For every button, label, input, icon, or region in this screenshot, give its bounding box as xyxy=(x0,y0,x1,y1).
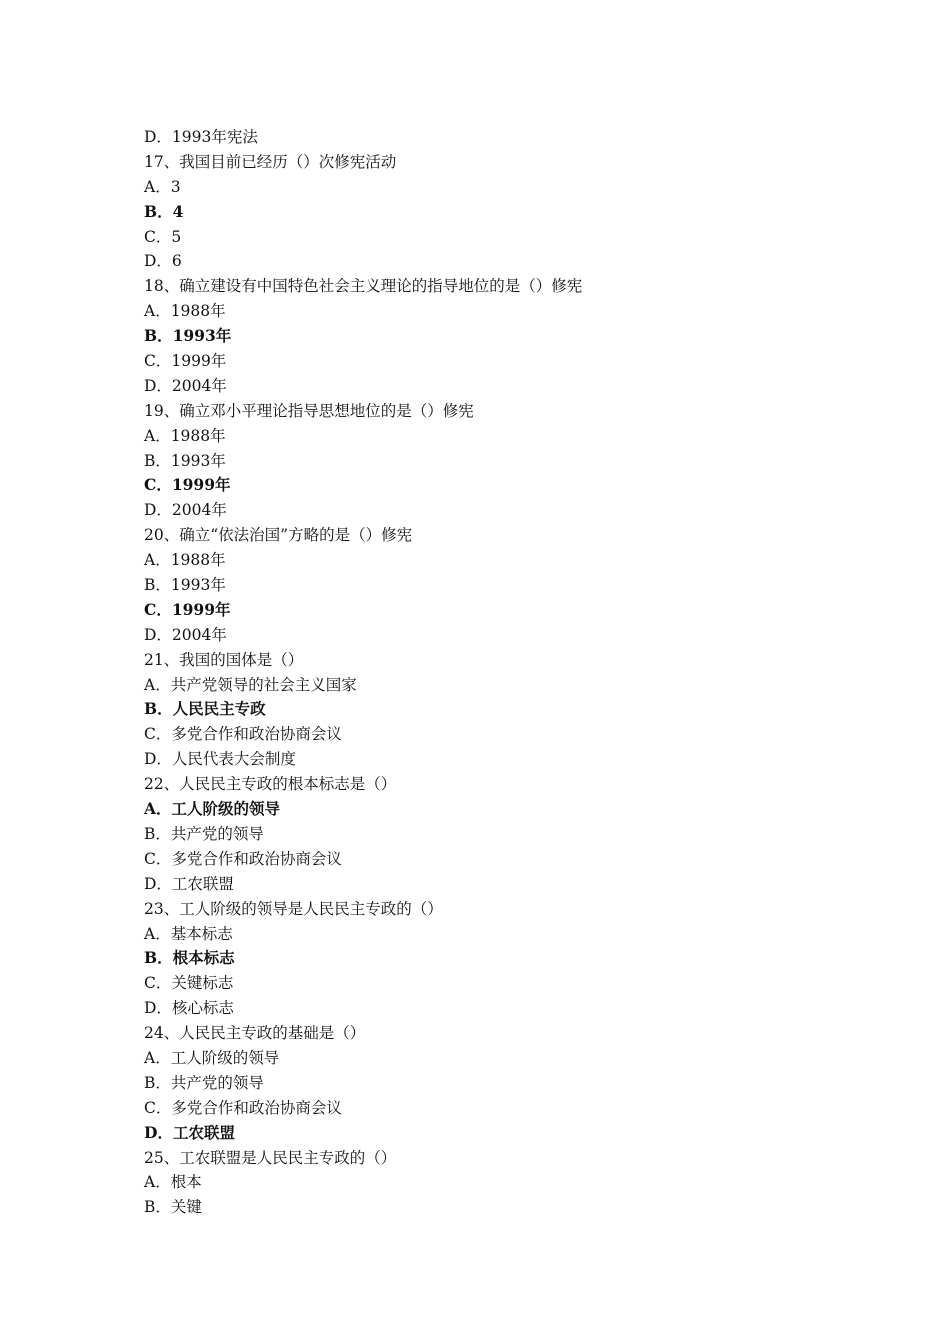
option-line: A．根本 xyxy=(144,1173,202,1192)
option-line: B．1993年 xyxy=(144,451,226,470)
option-line: B．1993年 xyxy=(144,326,232,346)
option-line: C．多党合作和政治协商会议 xyxy=(144,725,342,744)
option-line: A．共产党领导的社会主义国家 xyxy=(144,675,357,694)
option-line: D．2004年 xyxy=(144,501,227,520)
text-line: D．1993年宪法 xyxy=(144,128,258,146)
option-line: D．工农联盟 xyxy=(144,1122,235,1142)
option-line: C．1999年 xyxy=(144,352,227,371)
question-line: 25、工农联盟是人民民主专政的（） xyxy=(144,1148,397,1167)
option-line: D．工农联盟 xyxy=(144,874,234,893)
option-line: C．1999年 xyxy=(144,599,231,619)
option-line: A．1988年 xyxy=(144,551,226,570)
option-line: D．2004年 xyxy=(144,376,227,395)
option-line: C．多党合作和政治协商会议 xyxy=(144,1098,342,1117)
question-line: 23、工人阶级的领导是人民民主专政的（） xyxy=(144,899,443,918)
option-line: A．工人阶级的领导 xyxy=(144,1048,280,1067)
option-line: A．基本标志 xyxy=(144,924,233,943)
option-line: D．人民代表大会制度 xyxy=(144,750,296,769)
option-line: C．多党合作和政治协商会议 xyxy=(144,849,342,868)
option-line: D．2004年 xyxy=(144,625,227,644)
option-line: B．1993年 xyxy=(144,576,226,595)
option-line: B．根本标志 xyxy=(144,948,235,968)
option-line: B．人民民主专政 xyxy=(144,699,266,719)
question-line: 24、人民民主专政的基础是（） xyxy=(144,1024,366,1043)
question-line: 18、确立建设有中国特色社会主义理论的指导地位的是（）修宪 xyxy=(144,277,583,296)
option-line: A．1988年 xyxy=(144,426,226,445)
option-line: D．核心标志 xyxy=(144,999,234,1018)
question-line: 20、确立“依法治国”方略的是（）修宪 xyxy=(144,526,413,545)
option-line: C．5 xyxy=(144,227,182,246)
option-line: A．1988年 xyxy=(144,302,226,321)
question-line: 19、确立邓小平理论指导思想地位的是（）修宪 xyxy=(144,401,474,420)
option-line: A．3 xyxy=(144,177,181,196)
option-line: B．共产党的领导 xyxy=(144,1073,264,1092)
option-line: A．工人阶级的领导 xyxy=(144,799,281,819)
option-line: B．共产党的领导 xyxy=(144,824,264,843)
question-line: 17、我国目前已经历（）次修宪活动 xyxy=(144,152,397,171)
option-line: C．关键标志 xyxy=(144,974,234,993)
option-line: B．关键 xyxy=(144,1198,202,1217)
question-line: 21、我国的国体是（） xyxy=(144,650,304,669)
option-line: C．1999年 xyxy=(144,475,231,495)
option-line: D．6 xyxy=(144,252,182,271)
option-line: B．4 xyxy=(144,201,184,221)
question-line: 22、人民民主专政的根本标志是（） xyxy=(144,775,397,794)
document-page xyxy=(144,125,824,1220)
